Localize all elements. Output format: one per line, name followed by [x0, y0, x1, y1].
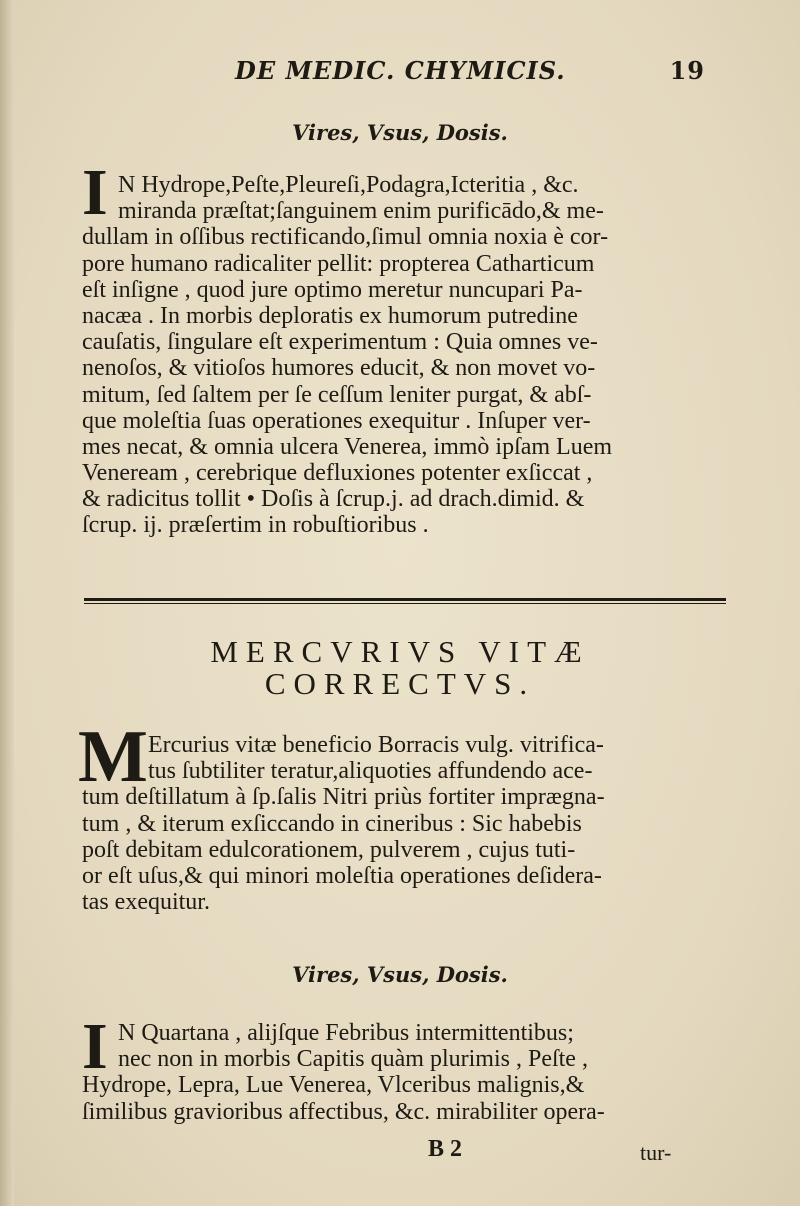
text-line: mes necat, & omnia ulcera Venerea, immò ipſam Luem: [82, 433, 613, 460]
text-line: nenoſos, & vitioſos humores educit, & non movet vo-: [82, 355, 596, 382]
text-line: nacæa . In morbis deploratis ex humorum putredine: [82, 302, 578, 329]
text-line: N Hydrope,Peſte,Pleureſi,Podagra,Icteritia , &c.: [118, 172, 579, 198]
section-divider-rule: [84, 598, 726, 604]
paragraph-3: [82, 1020, 722, 1125]
text-line: poſt debitam edulcorationem, pulverem , cujus tuti-: [82, 836, 576, 863]
text-line: pore humano radicaliter pellit: propterea Catharticum: [82, 250, 595, 277]
drop-cap-initial: I: [82, 1010, 108, 1083]
subheading-vires-usus-dosis: Vires, Vsus, Dosis.: [292, 962, 508, 987]
text-line: dullam in oſſibus rectificando,ſimul omnia noxia è cor-: [82, 224, 609, 251]
text-line: N Quartana , alijſque Febribus intermittentibus;: [118, 1020, 574, 1046]
text-line: tas exequitur.: [82, 889, 210, 916]
text-line: ſimilibus gravioribus affectibus, &c. mirabiliter opera-: [82, 1098, 605, 1125]
drop-cap-initial: M: [78, 716, 148, 798]
text-line: mitum, ſed ſaltem per ſe ceſſum leniter purgat, & abſ-: [82, 381, 592, 408]
text-line: tus ſubtiliter teratur,aliquoties affundendo ace-: [148, 758, 593, 785]
paragraph-2: [82, 732, 722, 915]
text-line: ſcrup. ij. præſertim in robuſtioribus .: [82, 512, 429, 539]
paragraph-1: [82, 172, 722, 539]
page-gutter: [0, 0, 14, 1206]
text-line: miranda præſtat;ſanguinem enim purificādo,& me-: [118, 198, 604, 225]
text-line: & radicitus tollit • Doſis à ſcrup.j. ad drach.dimid. &: [82, 486, 585, 513]
text-line: Ercurius vitæ beneficio Borracis vulg. vitrifica-: [148, 732, 604, 758]
drop-cap-initial: I: [82, 156, 108, 229]
section-title-line-2: CORRECTVS.: [264, 666, 536, 701]
subheading-vires-usus-dosis: Vires, Vsus, Dosis.: [292, 120, 508, 145]
text-line: eſt inſigne , quod jure optimo meretur nuncupari Pa-: [82, 276, 583, 303]
text-line: nec non in morbis Capitis quàm plurimis , Peſte ,: [118, 1046, 588, 1073]
running-head-title: DE MEDIC. CHYMICIS.: [235, 56, 566, 85]
text-line: cauſatis, ſingulare eſt experimentum : Quia omnes ve-: [82, 329, 598, 356]
text-line: tum , & iterum exſiccando in cineribus : Sic habebis: [82, 810, 582, 837]
section-title-line-1: MERCVRIVS VITÆ: [210, 634, 590, 669]
text-line: or eſt uſus,& qui minori moleſtia operationes deſidera-: [82, 862, 602, 889]
text-line: Hydrope, Lepra, Lue Venerea, Vlceribus malignis,&: [82, 1072, 585, 1099]
text-line: que moleſtia ſuas operationes exequitur . Inſuper ver-: [82, 407, 591, 434]
catchword: tur-: [640, 1140, 672, 1165]
page-number: 19: [669, 56, 705, 85]
signature-mark: B 2: [428, 1136, 463, 1162]
text-line: Veneream , cerebrique defluxiones potenter exſiccat ,: [82, 460, 593, 487]
text-line: tum deſtillatum à ſp.ſalis Nitri priùs fortiter imprægna-: [82, 784, 605, 811]
